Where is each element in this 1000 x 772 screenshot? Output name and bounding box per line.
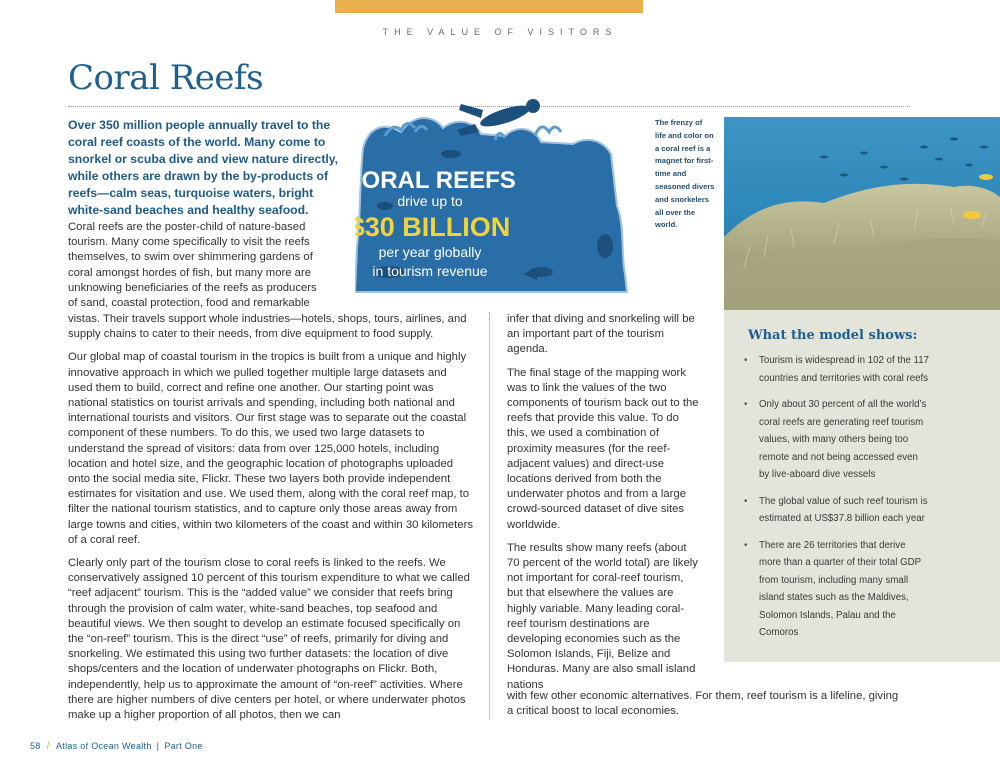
lead-paragraph: Over 350 million people annually travel to the coral reef coasts of the world. Many come to snorkel or scuba dive and view nature directly, while others are drawn by the by-products of reefs—calm seas, turquoise waters, bright white-sand beaches and healthy seafood. xyxy=(68,118,339,217)
reef-tourism-infographic xyxy=(355,96,635,294)
list-item: • The global value of such reef tourism is estimated at US$37.8 billion each year xyxy=(744,493,930,528)
body-paragraph: The results show many reefs (about 70 percent of the world total) are likely not important for coral-reef tourism, but that elsewhere the values are highly variable. Many leading coral-reef tourism destinations are developing economies such as the Solomon Islands, Fiji, Belize and Honduras. Many are also small island nations xyxy=(507,541,698,691)
footer-separator: | xyxy=(156,741,160,751)
list-item: • There are 26 territories that derive more than a quarter of their total GDP from tourism, including many small island states such as the Maldives, Solomon Islands, Palau and the Comoros xyxy=(744,537,930,642)
page-number: 58 xyxy=(30,741,41,751)
infographic-headline: CORAL REEFS xyxy=(355,167,516,194)
coral-reef-photo xyxy=(724,117,1000,310)
infographic-value: $30 BILLION xyxy=(355,212,511,242)
footer-slash: / xyxy=(46,740,50,752)
column-divider xyxy=(489,312,490,720)
reef-silhouette-graphic xyxy=(355,96,635,294)
body-paragraph: Coral reefs are the poster-child of nature-based tourism. Many come specifically to visit the reefs themselves, to swim over shimmering gardens of coral amongst hordes of fish, but many more are unknowing beneficiaries of the reefs as producers of sand, coastal protection, food and remarkable xyxy=(68,221,317,310)
list-item: • Only about 30 percent of all the world’s coral reefs are generating reef tourism values, with many others being too remote and not being accessed even by live-aboard dive vessels xyxy=(744,396,930,484)
body-column-2 xyxy=(507,312,702,693)
body-column-1 xyxy=(68,312,473,723)
body-paragraph: with few other economic alternatives. For them, reef tourism is a lifeline, giving a critical boost to local economies. xyxy=(507,690,899,718)
page-title: Coral Reefs xyxy=(68,58,264,98)
page-footer xyxy=(30,740,203,752)
section-kicker: THE VALUE OF VISITORS xyxy=(382,27,618,37)
model-findings-list xyxy=(744,352,930,651)
infographic-subline: drive up to xyxy=(397,193,463,209)
list-item: • Tourism is widespread in 102 of the 117 countries and territories with coral reefs xyxy=(744,352,930,387)
top-accent-bar xyxy=(335,0,643,13)
book-part: Part One xyxy=(164,741,203,751)
model-findings-title: What the model shows: xyxy=(748,328,918,343)
reef-photo-image xyxy=(724,117,1000,310)
photo-caption: The frenzy of life and color on a coral reef is a magnet for first-time and seasoned divers and snorkelers all over the world. xyxy=(655,118,715,230)
model-findings-box xyxy=(724,310,1000,662)
body-paragraph: infer that diving and snorkeling will be an important part of the tourism agenda. xyxy=(507,313,695,356)
body-paragraph: Our global map of coastal tourism in the tropics is built from a unique and highly innovative approach in which we pulled together multiple large datasets and used them to build, correct and refine one another. Our starting point was national statistics on tourist arrivals and spending, including both national and international tourists and visitors. Our first stage was to separate out the coastal component of these numbers. To do this, we used two large datasets to understand the spread of visitors: data from over 125,000 hotels, including location and hotel size, and the geographic location of photographs uploaded onto the social media site, Flickr. These two layers both provide independent estimates for visitation and use. We used them, along with the coral reef map, to filter the national tourism statistics, and to capture only those areas away from large towns and cities, within two kilometers of the coast and within 30 kilometers of a coral reef. xyxy=(68,351,473,546)
body-paragraph: Clearly only part of the tourism close to coral reefs is linked to the reefs. We conservatively assigned 10 percent of this tourism expenditure to what we called “reef adjacent” tourism. This is the “added value” we consider that reefs bring through the provision of calm water, white-sand beaches, top seafood and beautiful views. We then sought to develop an estimate focused specifically on the “on-reef” tourism. This is the direct “use” of reefs, primarily for diving and snorkeling. We estimated this using two further datasets: the location of dive shops/centers and the location of underwater photographs on Flickr. Both, independently, help us to approximate the amount of “on-reef” activities. Where there are higher numbers of dive centers per hotel, or where underwater photos make up a higher proportion of all photos, then we can xyxy=(68,557,470,722)
body-column-1-top xyxy=(68,220,320,319)
infographic-metric: in tourism revenue xyxy=(372,263,488,279)
body-paragraph: vistas. Their travels support whole industries—hotels, shops, tours, airlines, and supply chains to cater to their needs, from dive equipment to food supply. xyxy=(68,313,467,341)
infographic-period: per year globally xyxy=(378,244,482,260)
body-paragraph: The final stage of the mapping work was to link the values of the two components of tourism back out to the reefs that provide this value. To do this, we used a combination of proximity measures (for the reef-adjacent values) and direct-use locations derived from both the underwater photos and from a large crowd-sourced dataset of dive sites worldwide. xyxy=(507,366,699,531)
body-column-2-bottom xyxy=(507,689,907,719)
book-title: Atlas of Ocean Wealth xyxy=(55,741,152,751)
